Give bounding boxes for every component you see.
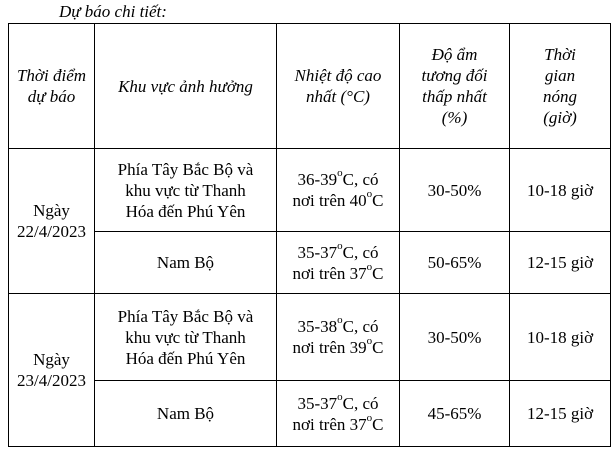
temperature-cell <box>277 294 400 381</box>
degree-sign: o <box>366 260 373 273</box>
temperature-range: 35-37$^o$C, có <box>297 239 379 262</box>
forecast-table <box>8 23 611 447</box>
temperature-max: nơi trên 37$^o$C <box>292 411 384 434</box>
area-label: Phía Tây Bắc Bộ và khu vực từ Thanh Hóa đến Phú Yên <box>117 159 254 221</box>
degree-sign: o <box>366 335 373 348</box>
header-forecast-time <box>9 24 95 149</box>
area-cell <box>95 149 277 232</box>
date-cell <box>9 294 95 447</box>
temperature-max: nơi trên 39$^o$C <box>292 335 384 357</box>
temperature-range: 35-37$^o$C, có <box>297 390 379 413</box>
degree-sign: o <box>337 167 343 180</box>
area-cell <box>95 294 277 381</box>
table-row <box>9 381 611 447</box>
header-affected-area-label: Khu vực ảnh hưởng <box>118 76 253 96</box>
area-label: Phía Tây Bắc Bộ và khu vực từ Thanh Hóa đến Phú Yên <box>117 306 254 368</box>
temperature-cell <box>277 381 400 447</box>
hot-hours-cell: 10-18 giờ <box>510 149 611 232</box>
hot-hours-cell: 12-15 giờ <box>510 232 611 294</box>
header-forecast-time-label: Thời điểm dự báo <box>16 66 87 106</box>
table-row <box>9 232 611 294</box>
date-label: Ngày 23/4/2023 <box>17 350 86 390</box>
hot-hours-cell: 10-18 giờ <box>510 294 611 381</box>
temperature-range: 36-39$^o$C, có <box>297 167 379 189</box>
degree-sign: o <box>337 314 343 327</box>
header-max-temperature <box>277 24 400 149</box>
area-cell <box>95 232 277 294</box>
humidity-cell: 30-50% <box>400 149 510 232</box>
header-min-humidity-label: Độ ẩm tương đối thấp nhất (%) <box>421 45 488 127</box>
header-affected-area <box>95 24 277 149</box>
header-hot-hours-label: Thời gian nóng (giờ) <box>543 45 577 127</box>
date-label: Ngày 22/4/2023 <box>17 201 86 241</box>
table-row <box>9 149 611 232</box>
temperature-max: nơi trên 40$^o$C <box>292 188 384 210</box>
header-hot-hours <box>510 24 611 149</box>
section-caption: Dự báo chi tiết: <box>59 2 167 21</box>
temperature-range: 35-38$^o$C, có <box>297 314 379 336</box>
degree-sign: o <box>366 411 373 424</box>
header-max-temperature-label: Nhiệt độ cao nhất (°C) <box>294 66 382 106</box>
header-row <box>9 24 611 149</box>
degree-sign: o <box>366 188 373 201</box>
degree-sign: o <box>337 390 343 403</box>
hot-hours-cell: 12-15 giờ <box>510 381 611 447</box>
humidity-cell: 30-50% <box>400 294 510 381</box>
table-row <box>9 294 611 381</box>
area-label: Nam Bộ <box>156 253 215 272</box>
area-cell <box>95 381 277 447</box>
temperature-max: nơi trên 37$^o$C <box>292 260 384 283</box>
humidity-cell: 45-65% <box>400 381 510 447</box>
temperature-cell <box>277 149 400 232</box>
temperature-cell <box>277 232 400 294</box>
date-cell <box>9 149 95 294</box>
header-min-humidity <box>400 24 510 149</box>
area-label: Nam Bộ <box>156 404 215 423</box>
degree-sign: o <box>337 239 343 252</box>
humidity-cell: 50-65% <box>400 232 510 294</box>
